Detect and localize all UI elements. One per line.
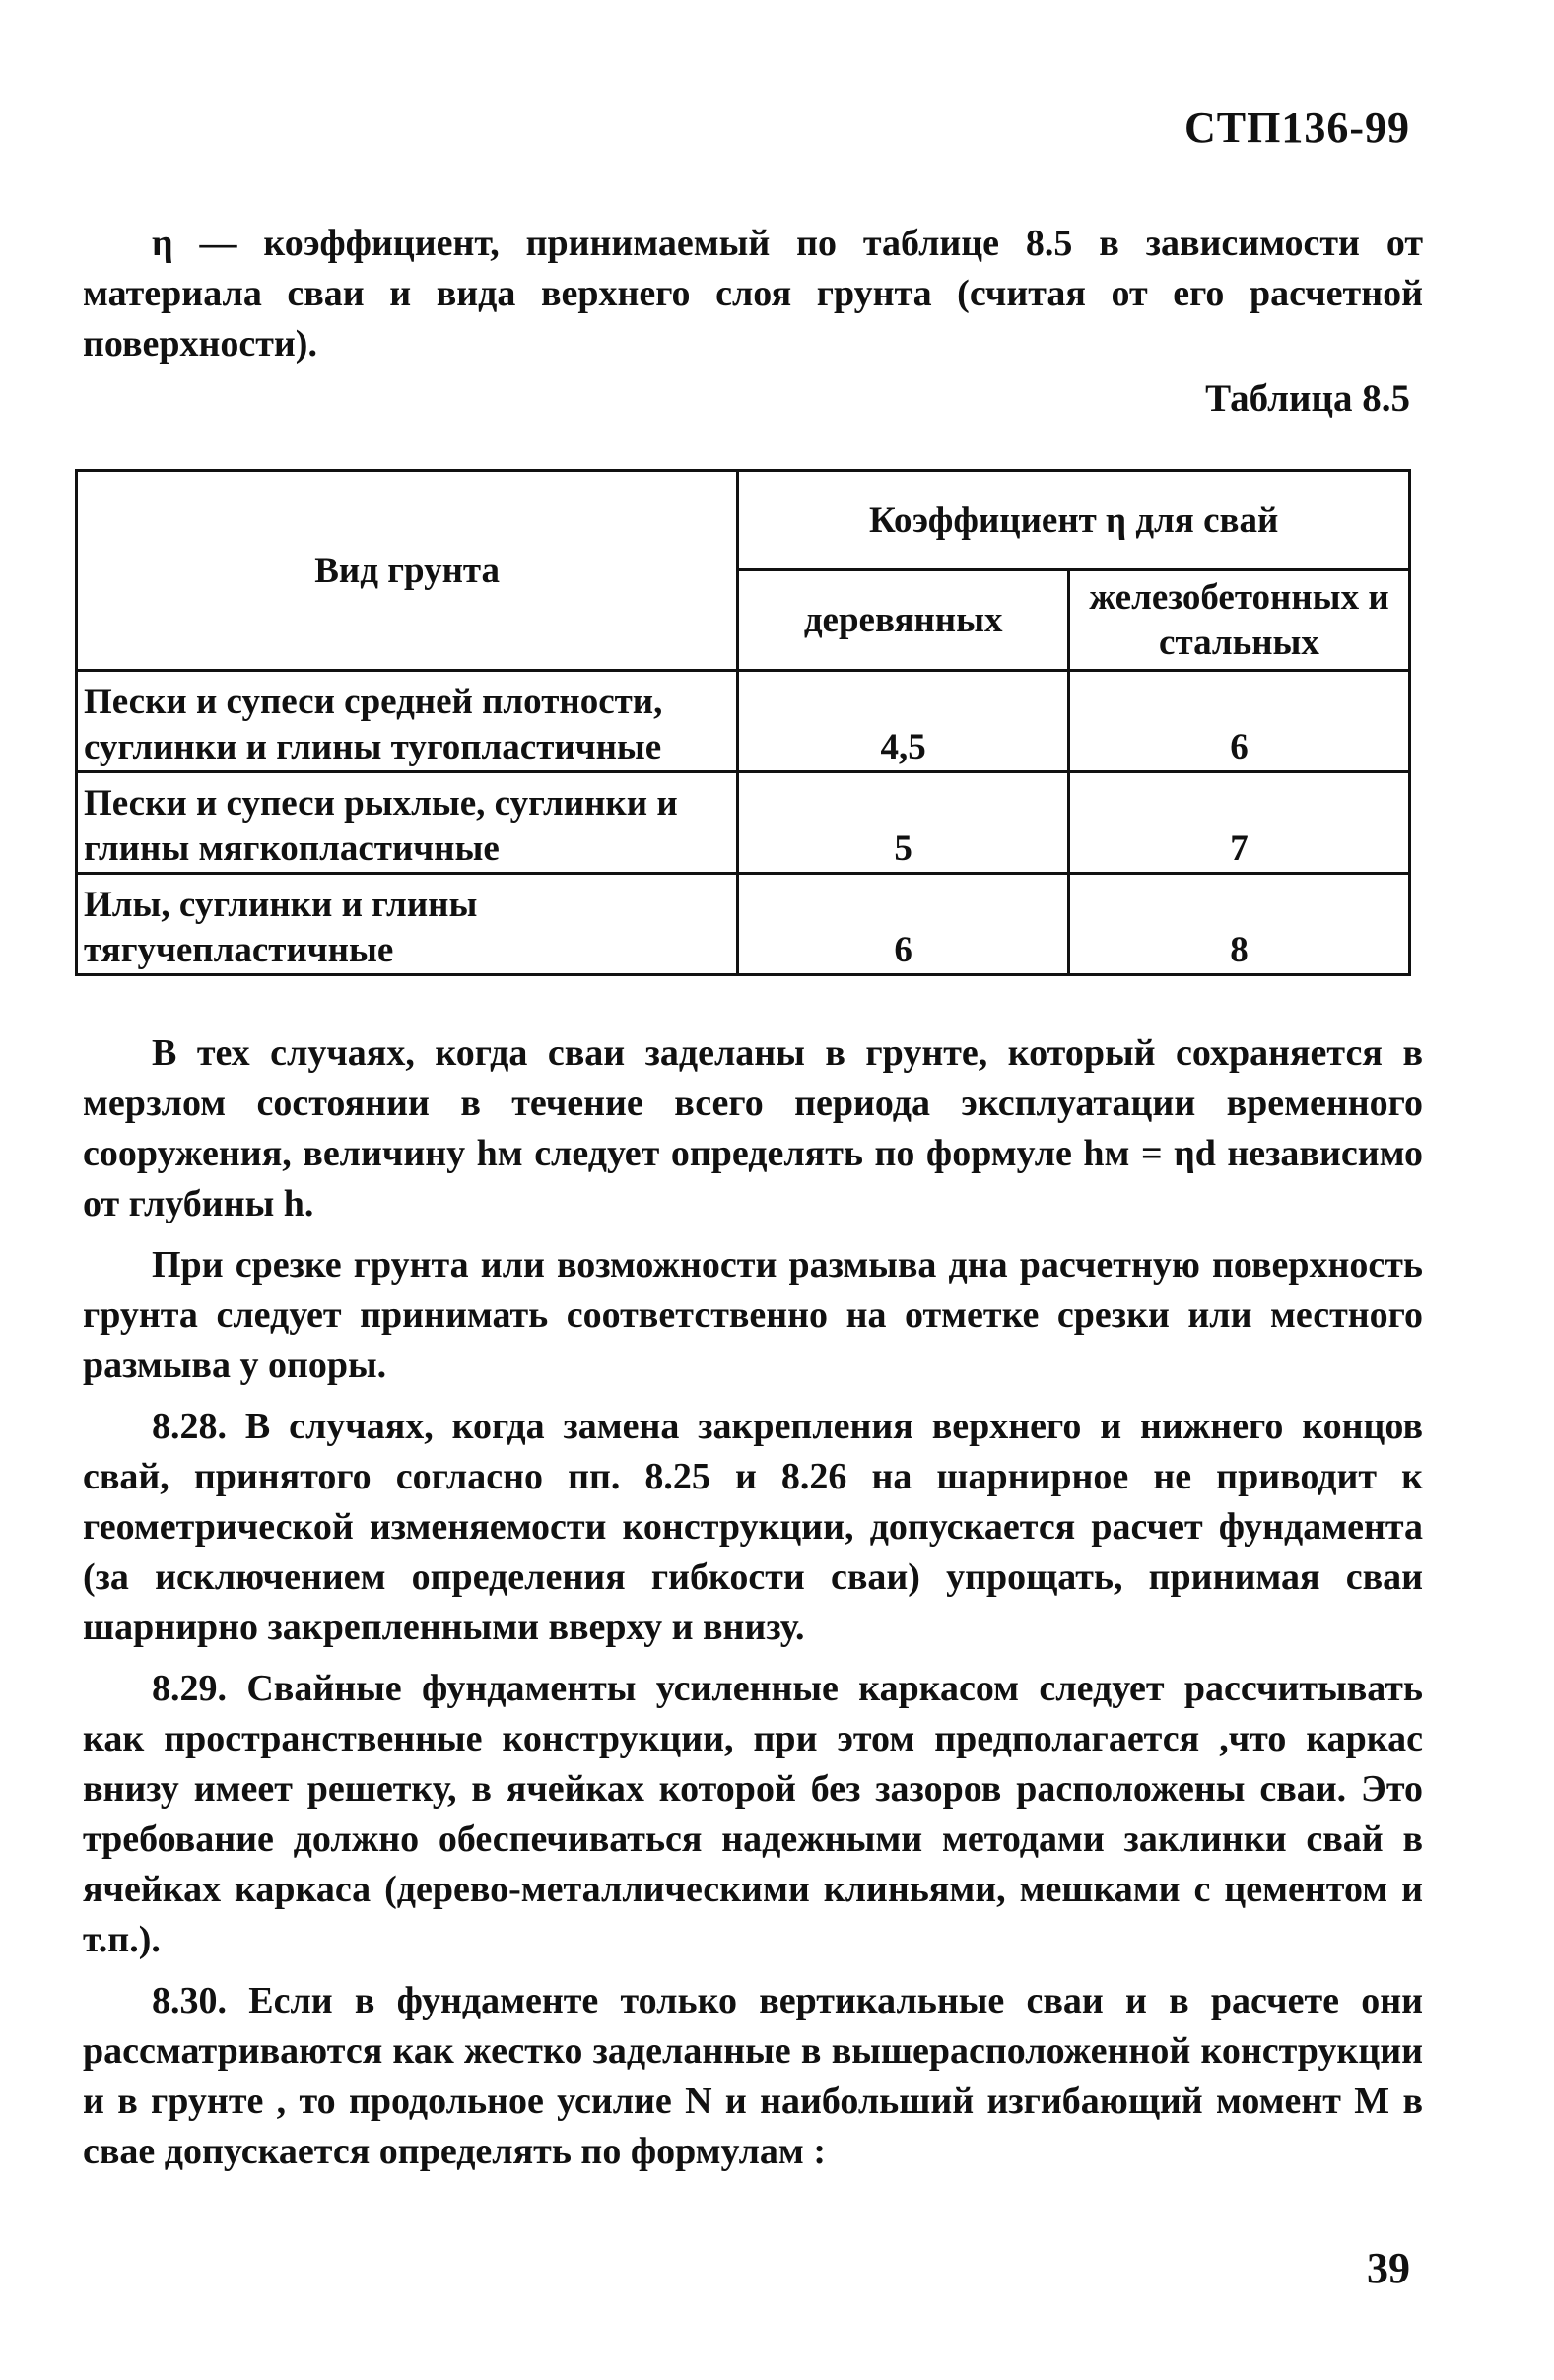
coefficient-table	[75, 469, 1411, 976]
table-caption: Таблица 8.5	[1205, 377, 1410, 420]
concrete-coefficient-cell: 6	[1068, 671, 1409, 772]
scour-paragraph: При срезке грунта или возможности размыва дна расчетную поверхность грунта следует принимать соответственно на отметке срезки или местного размыва у опоры.	[83, 1244, 1423, 1386]
concrete-coefficient-cell: 8	[1068, 874, 1409, 975]
table-row	[77, 772, 1410, 874]
table-row	[77, 874, 1410, 975]
wood-coefficient-cell: 5	[738, 772, 1069, 874]
clause-8-29: 8.29. Свайные фундаменты усиленные каркасом следует рассчитывать как пространственные конструкции, при этом предполагается ,что каркас внизу имеет решетку, в ячейках которой без зазоров расположены сваи. Это требование должно обеспечиваться надежными методами заклинки свай в ячейках каркаса (дерево-металлическими клиньями, мешками с цементом и т.п.).	[83, 1668, 1423, 1960]
clause-8-28: 8.28. В случаях, когда замена закрепления верхнего и нижнего концов свай, принятого согласно пп. 8.25 и 8.26 на шарнирное не приводит к геометрической изменяемости конструкции, допускается расчет фундамента (за исключением определения гибкости сваи) упрощать, принимая сваи шарнирно закрепленными вверху и внизу.	[83, 1406, 1423, 1648]
soil-type-cell: Пески и супеси средней плотности, суглинки и глины тугопластичные	[77, 671, 738, 772]
page-number: 39	[1367, 2244, 1410, 2292]
soil-type-cell: Илы, суглинки и глины тягучепластичные	[77, 874, 738, 975]
header-concrete-steel-piles: железобетонных и стальных	[1068, 570, 1409, 671]
intro-paragraph	[83, 219, 1423, 380]
clause-8-30: 8.30. Если в фундаменте только вертикальные сваи и в расчете они рассматриваются как жестко заделанные в вышерасположенной конструкции и в грунте , то продольное усилие N и наибольший изгибающий момент M в свае допускается определять по формулам :	[83, 1980, 1423, 2172]
header-wooden-piles: деревянных	[738, 570, 1069, 671]
body-text	[83, 1028, 1423, 2188]
table-row	[77, 671, 1410, 772]
header-soil-type: Вид грунта	[77, 471, 738, 671]
document-code: СТП136-99	[1184, 103, 1410, 152]
wood-coefficient-cell: 6	[738, 874, 1069, 975]
wood-coefficient-cell: 4,5	[738, 671, 1069, 772]
concrete-coefficient-cell: 7	[1068, 772, 1409, 874]
header-coefficient-group: Коэффициент η для свай	[738, 471, 1410, 570]
frozen-soil-paragraph: В тех случаях, когда сваи заделаны в грунте, который сохраняется в мерзлом состоянии в течение всего периода эксплуатации временного сооружения, величину hм следует определять по формуле hм = ηd независимо от глубины h.	[83, 1032, 1423, 1224]
soil-type-cell: Пески и супеси рыхлые, суглинки и глины мягкопластичные	[77, 772, 738, 874]
table-header-row	[77, 471, 1410, 570]
eta-definition: η — коэффициент, принимаемый по таблице 8.5 в зависимости от материала сваи и вида верхнего слоя грунта (считая от его расчетной поверхности).	[83, 223, 1423, 364]
